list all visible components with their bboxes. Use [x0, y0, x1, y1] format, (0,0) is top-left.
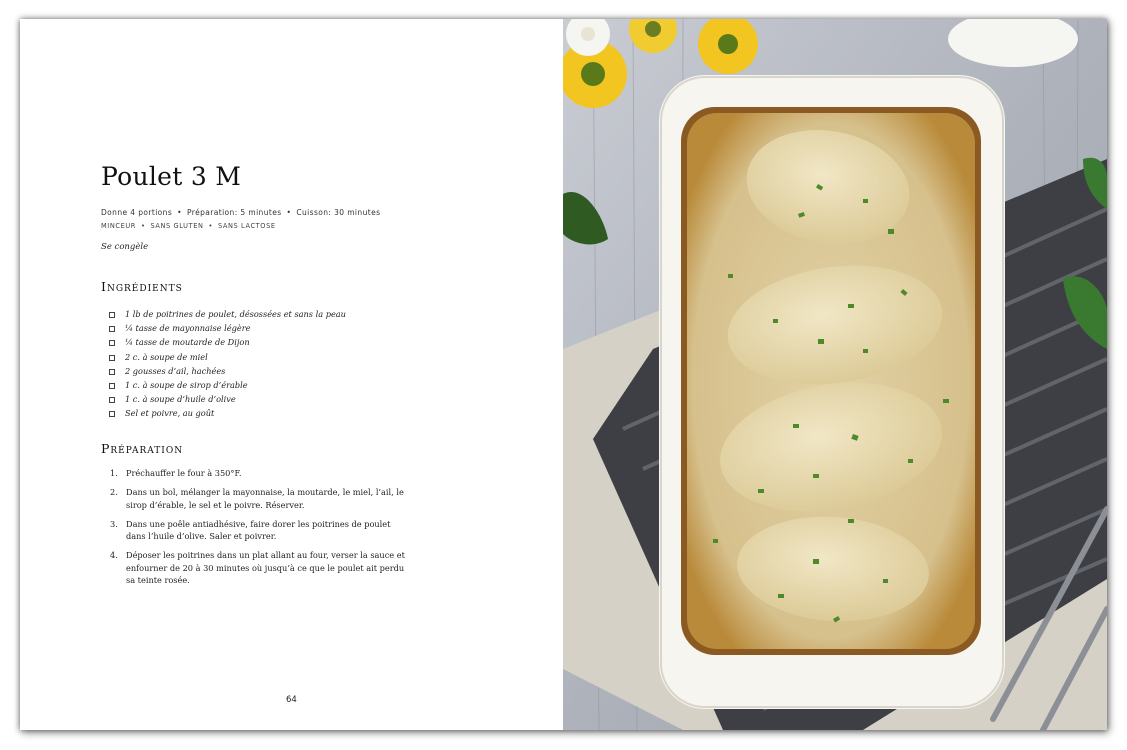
- ingredient-item: ¼ tasse de mayonnaise légère: [109, 321, 346, 335]
- tag-sans-lactose: SANS LACTOSE: [218, 222, 276, 230]
- checkbox-icon[interactable]: [109, 411, 115, 417]
- checkbox-icon[interactable]: [109, 326, 115, 332]
- step-text: Dans un bol, mélanger la mayonnaise, la moutarde, le miel, l’ail, le sirop d’érable, le sel et le poivre. Réserver.: [126, 487, 404, 510]
- ingredient-item: ¼ tasse de moutarde de Dijon: [109, 335, 346, 349]
- ingredient-item: 2 c. à soupe de miel: [109, 350, 346, 364]
- checkbox-icon[interactable]: [109, 369, 115, 375]
- checkbox-icon[interactable]: [109, 355, 115, 361]
- freeze-note: Se congèle: [101, 242, 149, 252]
- recipe-page: [20, 19, 563, 730]
- step-text: Dans une poêle antiadhésive, faire dorer les poitrines de poulet dans l’huile d’olive. Saler et poivrer.: [126, 518, 391, 542]
- tag-sans-gluten: SANS GLUTEN: [150, 222, 204, 230]
- meta-separator: •: [286, 208, 292, 217]
- checkbox-icon[interactable]: [109, 312, 115, 318]
- ingredients-heading: Ingrédients: [101, 279, 183, 294]
- tag-minceur: MINCEUR: [101, 222, 136, 230]
- recipe-meta: [101, 208, 380, 217]
- step-number: 4.: [110, 550, 118, 561]
- tag-separator: •: [208, 222, 213, 230]
- preparation-step: [110, 549, 410, 586]
- tag-separator: •: [140, 222, 146, 230]
- checkbox-icon[interactable]: [109, 397, 115, 403]
- step-number: 1.: [110, 468, 118, 478]
- step-number: 2.: [110, 487, 118, 498]
- page-number: 64: [286, 695, 297, 705]
- ingredient-item: Sel et poivre, au goût: [109, 406, 346, 420]
- meta-separator: •: [177, 208, 182, 217]
- step-text: Déposer les poitrines dans un plat allant au four, verser la sauce et enfourner de 20 à 30 minutes où jusqu’à ce que le poulet ait perdu sa teinte rosée.: [126, 550, 405, 586]
- checkbox-icon[interactable]: [109, 340, 115, 346]
- ingredient-item: 2 gousses d’ail, hachées: [109, 364, 346, 378]
- preparation-step: [110, 467, 410, 479]
- preparation-step: [110, 486, 410, 511]
- recipe-photo: [563, 19, 1107, 730]
- recipe-title: Poulet 3 M: [101, 162, 242, 191]
- chicken-dish-photo: [563, 19, 1107, 730]
- ingredients-list: [109, 307, 346, 421]
- ingredient-item: 1 c. à soupe de sirop d’érable: [109, 378, 346, 392]
- portions-text: Donne 4 portions: [101, 208, 173, 217]
- step-number: 3.: [110, 518, 118, 529]
- ingredient-item: 1 lb de poitrines de poulet, désossées et sans la peau: [109, 307, 346, 321]
- preparation-steps: [110, 467, 410, 593]
- cooking-time-text: Cuisson: 30 minutes: [296, 208, 381, 217]
- recipe-tags: [101, 222, 276, 230]
- ingredient-item: 1 c. à soupe d’huile d’olive: [109, 392, 346, 406]
- preparation-step: [110, 518, 410, 543]
- step-text: Préchauffer le four à 350°F.: [126, 468, 242, 478]
- checkbox-icon[interactable]: [109, 383, 115, 389]
- preparation-heading: Préparation: [101, 441, 184, 456]
- preparation-time-text: Préparation: 5 minutes: [186, 208, 282, 217]
- book-spread: [20, 19, 1107, 730]
